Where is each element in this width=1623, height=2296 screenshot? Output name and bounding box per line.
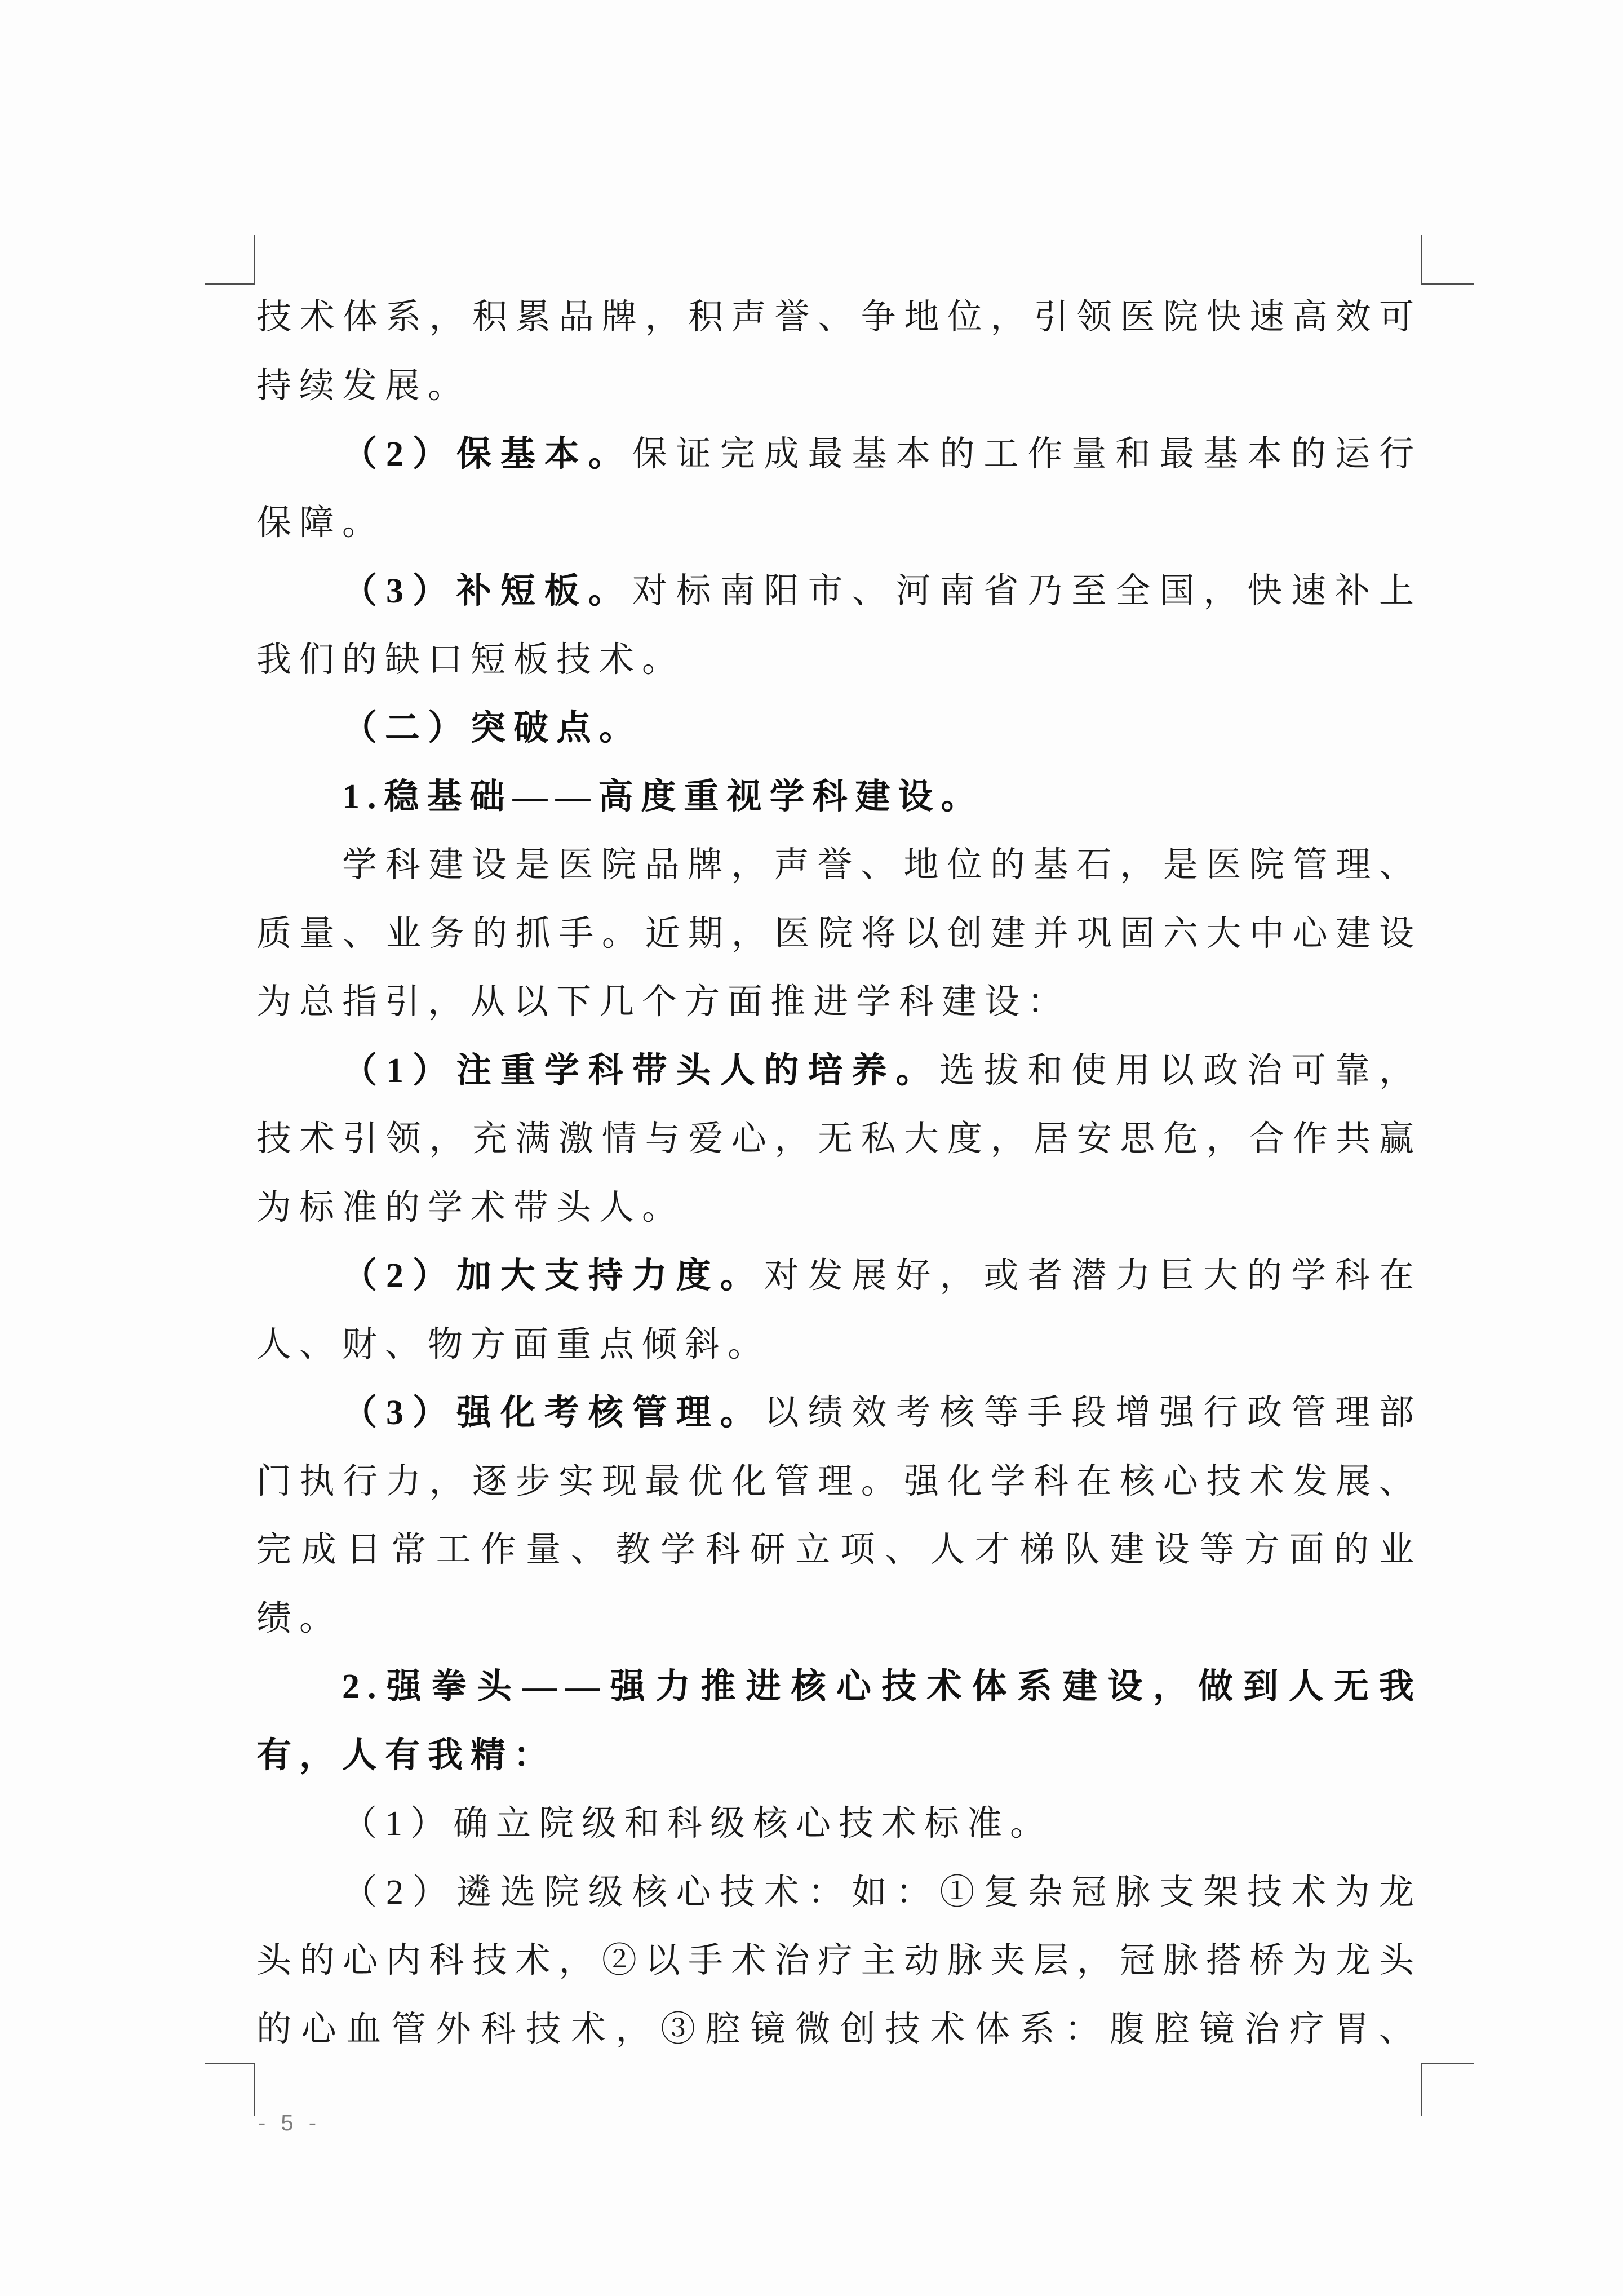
text-line <box>256 1790 1422 1859</box>
line-text-segment: 技术体系，积累品牌，积声誉、争地位，引领医院快速高效可 <box>256 298 1422 336</box>
line-text-segment: （1）确立院级和科级核心技术标准。 <box>342 1805 1053 1843</box>
text-line <box>256 763 1422 832</box>
line-text-segment: 门执行力，逐步实现最优化管理。强化学科在核心技术发展、 <box>256 1462 1422 1501</box>
line-text-segment: 人、财、物方面重点倾斜。 <box>256 1325 771 1364</box>
line-text-segment: 保障。 <box>256 503 385 542</box>
line-text-segment: 为总指引，从以下几个方面推进学科建设： <box>256 983 1071 1021</box>
text-line <box>256 1311 1422 1380</box>
text-line <box>256 1516 1422 1585</box>
line-text-segment: 完成日常工作量、教学科研立项、人才梯队建设等方面的业 <box>256 1531 1422 1569</box>
line-text-segment: 为标准的学术带头人。 <box>256 1188 685 1227</box>
text-line <box>256 1242 1422 1311</box>
text-line <box>256 283 1422 352</box>
line-text-segment: 头的心内科技术，②以手术治疗主动脉夹层，冠脉搭桥为龙头 <box>256 1942 1422 1980</box>
line-bold-segment: （3）强化考核管理。 <box>342 1394 764 1432</box>
line-text-segment: 学科建设是医院品牌，声誉、地位的基石，是医院管理、 <box>342 846 1422 884</box>
text-line <box>256 1174 1422 1243</box>
line-text-segment: 我们的缺口短板技术。 <box>256 640 685 679</box>
text-line <box>256 1996 1422 2064</box>
line-bold-segment: （2）保基本。 <box>342 435 632 473</box>
line-text-segment: 对标南阳市、河南省乃至全国，快速补上 <box>632 572 1422 610</box>
line-bold-segment: （3）补短板。 <box>342 572 632 610</box>
line-bold-segment: 1.稳基础——高度重视学科建设。 <box>342 777 984 816</box>
text-line <box>256 1859 1422 1927</box>
line-text-segment: 质量、业务的抓手。近期，医院将以创建并巩固六大中心建设 <box>256 914 1422 953</box>
line-text-segment: 技术引领，充满激情与爱心，无私大度，居安思危，合作共赢 <box>256 1120 1422 1158</box>
line-text-segment: 以绩效考核等手段增强行政管理部 <box>764 1394 1422 1432</box>
document-body <box>256 283 1422 2064</box>
line-text-segment: 对发展好，或者潜力巨大的学科在 <box>764 1257 1422 1295</box>
text-boundary-mark-top-left <box>205 235 255 285</box>
text-line <box>256 900 1422 969</box>
text-line <box>256 420 1422 489</box>
text-line <box>256 968 1422 1037</box>
line-text-segment: 的心血管外科技术，③腔镜微创技术体系：腹腔镜治疗胃、 <box>256 2010 1422 2049</box>
page-number: - 5 - <box>258 2111 321 2135</box>
text-line <box>256 1585 1422 1654</box>
text-boundary-mark-top-right <box>1421 235 1474 285</box>
text-line <box>256 694 1422 763</box>
line-bold-segment: （1）注重学科带头人的培养。 <box>342 1051 940 1090</box>
line-text-segment: 保证完成最基本的工作量和最基本的运行 <box>632 435 1422 473</box>
line-text-segment: （2）遴选院级核心技术：如：①复杂冠脉支架技术为龙 <box>342 1873 1422 1912</box>
text-line <box>256 1722 1422 1790</box>
text-line <box>256 1653 1422 1722</box>
text-line <box>256 557 1422 626</box>
text-line <box>256 1037 1422 1106</box>
line-text-segment: 绩。 <box>256 1599 343 1638</box>
text-line <box>256 1379 1422 1448</box>
text-line <box>256 831 1422 900</box>
text-boundary-mark-bottom-right <box>1421 2063 1474 2116</box>
text-line <box>256 626 1422 695</box>
line-bold-segment: （2）加大支持力度。 <box>342 1257 764 1295</box>
line-bold-segment: （二）突破点。 <box>342 709 642 747</box>
line-bold-segment: 有，人有我精： <box>256 1736 557 1775</box>
text-line <box>256 1105 1422 1174</box>
line-text-segment: 选拔和使用以政治可靠， <box>939 1051 1422 1090</box>
line-text-segment: 持续发展。 <box>256 366 471 405</box>
text-line <box>256 1448 1422 1517</box>
text-line <box>256 489 1422 558</box>
text-line <box>256 1927 1422 1996</box>
text-line <box>256 352 1422 421</box>
text-boundary-mark-bottom-left <box>205 2063 255 2116</box>
line-bold-segment: 2.强拳头——强力推进核心技术体系建设，做到人无我 <box>342 1668 1422 1706</box>
